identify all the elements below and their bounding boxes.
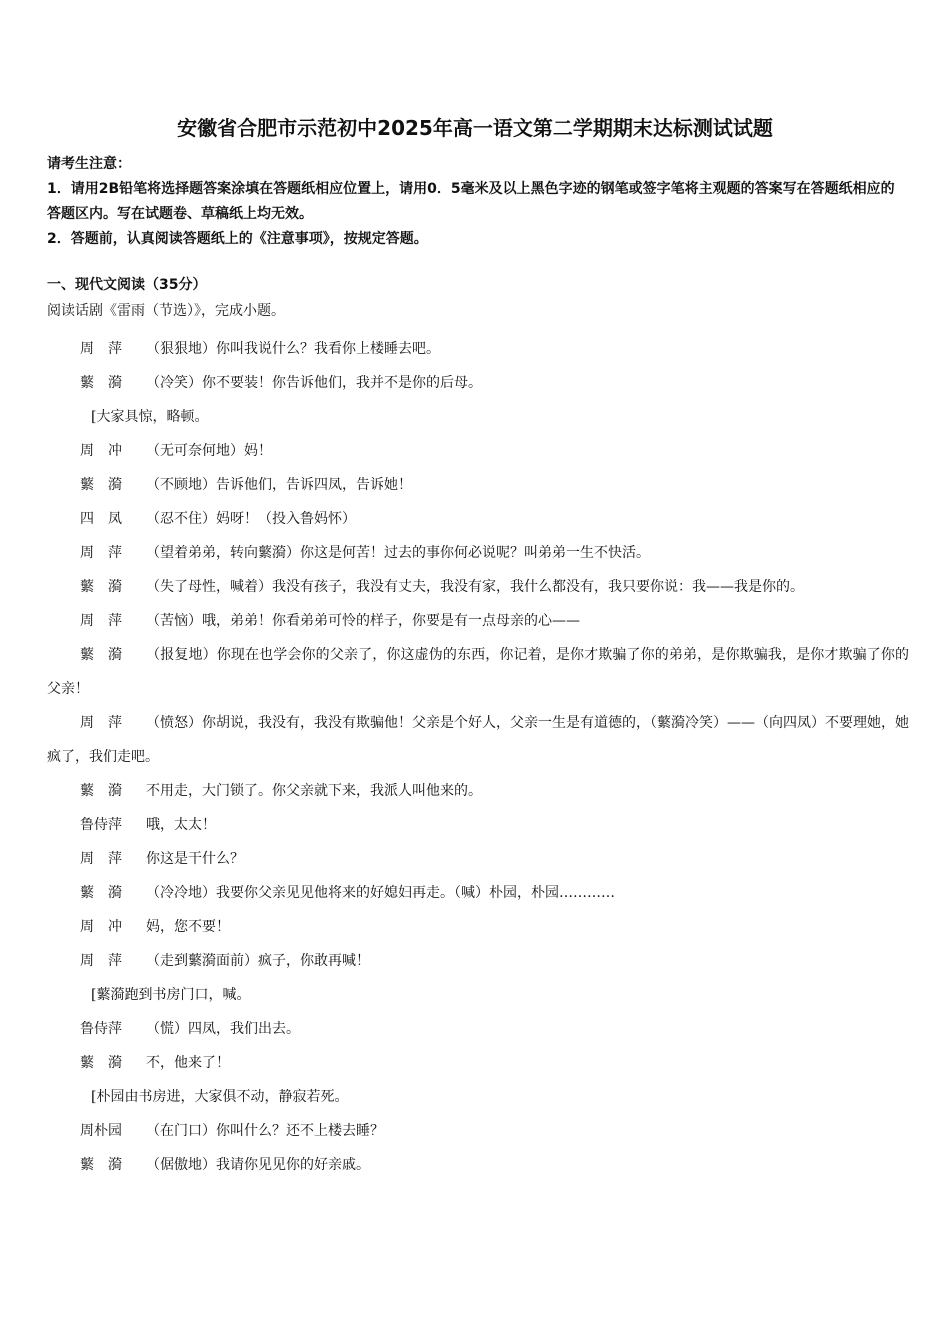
notice-item-1: 1．请用2B铅笔将选择题答案涂填在答题纸相应位置上，请用0．5毫米及以上黑色字迹的钢笔或签字笔将主观题的答案写在答题纸相应的答题区内。写在试题卷、草稿纸上均无效。	[47, 181, 895, 222]
dialogue-text: （忍不住）妈呀！（投入鲁妈怀）	[146, 511, 356, 527]
stage-direction-text: [蘩漪跑到书房门口，喊。	[91, 987, 251, 1003]
dialogue-line	[47, 706, 909, 774]
dialogue-line	[47, 468, 909, 502]
dialogue-text: （慌）四凤，我们出去。	[146, 1021, 300, 1037]
speaker-name: 蘩 漪	[80, 477, 122, 493]
dialogue-text: 不用走，大门锁了。你父亲就下来，我派人叫他来的。	[146, 783, 482, 799]
stage-direction	[47, 978, 909, 1012]
stage-direction	[47, 1080, 909, 1114]
speaker-name: 周 冲	[80, 919, 122, 935]
dialogue-line	[47, 910, 909, 944]
dialogue-text: 妈，您不要！	[146, 919, 230, 935]
speaker-name: 蘩 漪	[80, 783, 122, 799]
dialogue-line	[47, 536, 909, 570]
speaker-name: 周 萍	[80, 341, 122, 357]
dialogue-text: 不，他来了！	[146, 1055, 230, 1071]
stage-direction-text: [朴园由书房进，大家俱不动，静寂若死。	[91, 1089, 349, 1105]
dialogue-text: （望着弟弟，转向蘩漪）你这是何苦！过去的事你何必说呢？叫弟弟一生不快活。	[146, 545, 650, 561]
section-instruction: 阅读话剧《雷雨（节选）》，完成小题。	[47, 303, 285, 319]
speaker-name: 周 冲	[80, 443, 122, 459]
speaker-name: 蘩 漪	[80, 1055, 122, 1071]
dialogue-line	[47, 842, 909, 876]
speaker-name: 蘩 漪	[80, 647, 122, 663]
dialogue-text: （倨傲地）我请你见见你的好亲戚。	[146, 1157, 370, 1173]
speaker-name: 周 萍	[80, 545, 122, 561]
speaker-name: 四 凤	[80, 511, 122, 527]
speaker-name: 周 萍	[80, 851, 122, 867]
dialogue-text: （狠狠地）你叫我说什么？我看你上楼睡去吧。	[146, 341, 440, 357]
section-heading: 一、现代文阅读（35分）	[47, 277, 207, 293]
document-title: 安徽省合肥市示范初中2025年高一语文第二学期期末达标测试试题	[177, 116, 773, 140]
dialogue-line	[47, 638, 909, 706]
dialogue-line	[47, 502, 909, 536]
stage-direction	[47, 400, 909, 434]
exam-notice	[47, 152, 907, 252]
speaker-name: 周 萍	[80, 613, 122, 629]
dialogue-text: （冷笑）你不要装！你告诉他们，我并不是你的后母。	[146, 375, 482, 391]
dialogue-line	[47, 1012, 909, 1046]
dialogue-text: （失了母性，喊着）我没有孩子，我没有丈夫，我没有家，我什么都没有，我只要你说：我——我是你的。	[146, 579, 804, 595]
drama-excerpt	[47, 332, 909, 1182]
dialogue-text: （报复地）你现在也学会你的父亲了，你这虚伪的东西，你记着，是你才欺骗了你的弟弟，是你欺骗我，是你才欺骗了你的父亲！	[47, 647, 909, 697]
dialogue-line	[47, 944, 909, 978]
dialogue-line	[47, 570, 909, 604]
stage-direction-text: [大家具惊，略顿。	[91, 409, 209, 425]
dialogue-text: （不顾地）告诉他们，告诉四凤，告诉她！	[146, 477, 412, 493]
dialogue-text: （冷冷地）我要你父亲见见他将来的好媳妇再走。（喊）朴园，朴园…………	[146, 885, 615, 901]
dialogue-text: （苦恼）哦，弟弟！你看弟弟可怜的样子，你要是有一点母亲的心——	[146, 613, 580, 629]
speaker-name: 周朴园	[80, 1123, 122, 1139]
dialogue-line	[47, 1148, 909, 1182]
speaker-name: 鲁侍萍	[80, 817, 122, 833]
dialogue-text: （在门口）你叫什么？还不上楼去睡？	[146, 1123, 384, 1139]
dialogue-line	[47, 366, 909, 400]
notice-heading: 请考生注意：	[47, 156, 131, 172]
speaker-name: 鲁侍萍	[80, 1021, 122, 1037]
dialogue-line	[47, 774, 909, 808]
dialogue-line	[47, 332, 909, 366]
speaker-name: 周 萍	[80, 715, 122, 731]
dialogue-line	[47, 1046, 909, 1080]
dialogue-line	[47, 1114, 909, 1148]
dialogue-text: （走到蘩漪面前）疯子，你敢再喊！	[146, 953, 370, 969]
dialogue-line	[47, 876, 909, 910]
speaker-name: 蘩 漪	[80, 885, 122, 901]
dialogue-line	[47, 604, 909, 638]
speaker-name: 周 萍	[80, 953, 122, 969]
dialogue-text: 哦，太太！	[146, 817, 216, 833]
dialogue-line	[47, 434, 909, 468]
dialogue-text: （无可奈何地）妈！	[146, 443, 272, 459]
speaker-name: 蘩 漪	[80, 1157, 122, 1173]
speaker-name: 蘩 漪	[80, 375, 122, 391]
speaker-name: 蘩 漪	[80, 579, 122, 595]
dialogue-line	[47, 808, 909, 842]
dialogue-text: 你这是干什么？	[146, 851, 244, 867]
dialogue-text: （愤怒）你胡说，我没有，我没有欺骗他！父亲是个好人，父亲一生是有道德的，（蘩漪冷笑）——（向四凤）不要理她，她疯了，我们走吧。	[47, 715, 909, 765]
notice-item-2: 2．答题前，认真阅读答题纸上的《注意事项》，按规定答题。	[47, 231, 428, 247]
